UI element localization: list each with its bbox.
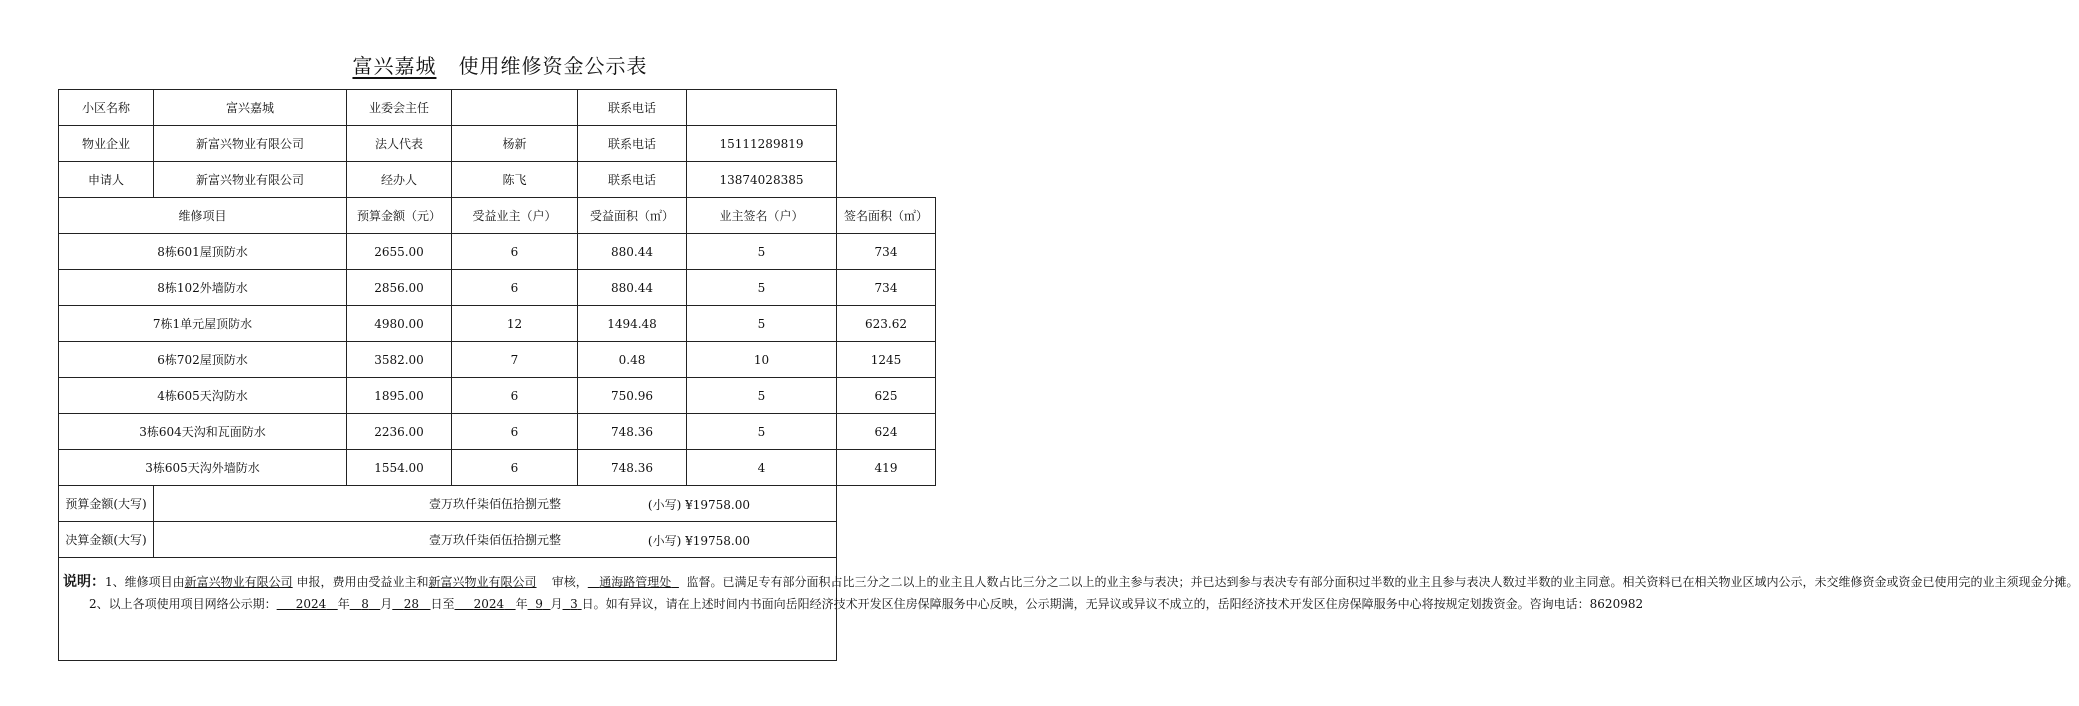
item-owners: 6 [452,414,578,450]
item-name: 7栋1单元屋顶防水 [59,306,347,342]
item-name: 6栋702屋顶防水 [59,342,347,378]
item-owners: 6 [452,234,578,270]
item-signed-area: 734 [837,234,936,270]
info-label: 申请人 [59,162,154,198]
notes-start-month: 8 [361,597,369,611]
item-owners: 6 [452,270,578,306]
notes-text: 1、维修项目由 [105,575,185,589]
notes-text: 如有异议，请在上述时间内书面向岳阳经济技术开发区住房保障服务中心反映，公示期满，无异议或异议不成立的，岳阳经济技术开发区住房保障服务中心将按规定划拨资金。咨询电话：8620982 [605,597,1644,611]
info-value: 15111289819 [687,126,837,162]
item-owners: 6 [452,450,578,486]
notes-company-2: 新富兴物业有限公司 [428,575,537,589]
notes-text: 日。 [581,597,606,611]
item-signed: 5 [687,270,837,306]
header-project: 维修项目 [59,198,347,234]
item-signed: 5 [687,414,837,450]
budget-total-upper: 壹万玖仟柒佰伍拾捌元整 [428,497,561,511]
item-budget: 4980.00 [347,306,452,342]
final-total-label: 决算金额(大写) [59,522,154,558]
item-area: 750.96 [578,378,687,414]
item-area: 748.36 [578,414,687,450]
header-owners: 受益业主（户） [452,198,578,234]
info-row [59,162,936,198]
info-value: 新富兴物业有限公司 [154,126,347,162]
item-budget: 3582.00 [347,342,452,378]
table-row [59,306,936,342]
table-row [59,342,936,378]
info-label: 联系电话 [578,162,687,198]
item-signed-area: 734 [837,270,936,306]
notes-text: 申报，费用由受益业主和 [296,575,429,589]
info-label: 小区名称 [59,90,154,126]
item-budget: 2856.00 [347,270,452,306]
info-value: 杨新 [452,126,578,162]
header-budget: 预算金额（元） [347,198,452,234]
notes-text: 月 [550,597,563,611]
info-value: 陈飞 [452,162,578,198]
notes-text: 2、以上各项使用项目网络公示期： [89,597,277,611]
title-community-name: 富兴嘉城 [352,54,437,78]
item-owners: 12 [452,306,578,342]
budget-total-small: (小写) ¥19758.00 [647,498,750,512]
item-name: 3栋604天沟和瓦面防水 [59,414,347,450]
item-signed-area: 625 [837,378,936,414]
table-row [59,450,936,486]
item-name: 3栋605天沟外墙防水 [59,450,347,486]
final-total-small: (小写) ¥19758.00 [647,534,750,548]
table-row [59,378,936,414]
info-label: 业委会主任 [347,90,452,126]
info-row [59,126,936,162]
notes-end-day: 3 [570,597,578,611]
table-row [59,270,936,306]
info-label: 法人代表 [347,126,452,162]
item-name: 4栋605天沟防水 [59,378,347,414]
info-value: 13874028385 [687,162,837,198]
table-row [59,234,936,270]
item-budget: 1895.00 [347,378,452,414]
item-signed-area: 624 [837,414,936,450]
item-signed-area: 419 [837,450,936,486]
item-signed-area: 623.62 [837,306,936,342]
notes-row [59,558,936,661]
final-total-upper: 壹万玖仟柒佰伍拾捌元整 [428,533,561,547]
item-area: 748.36 [578,450,687,486]
notes-start-year: 2024 [295,597,327,611]
notes [59,558,2079,612]
header-area: 受益面积（㎡） [578,198,687,234]
info-value: 新富兴物业有限公司 [154,162,347,198]
item-area: 1494.48 [578,306,687,342]
maintenance-fund-table [58,89,2079,661]
page-title [0,50,1000,79]
table-row [59,414,936,450]
item-signed: 4 [687,450,837,486]
title-suffix: 使用维修资金公示表 [458,54,648,78]
item-area: 0.48 [578,342,687,378]
notes-start-day: 28 [403,597,420,611]
item-budget: 2236.00 [347,414,452,450]
notes-label: 说明： [63,574,105,590]
items-header-row [59,198,936,234]
item-area: 880.44 [578,234,687,270]
info-label: 联系电话 [578,90,687,126]
item-owners: 7 [452,342,578,378]
info-value: 富兴嘉城 [154,90,347,126]
item-signed: 5 [687,378,837,414]
item-owners: 6 [452,378,578,414]
info-value [687,90,837,126]
notes-text: 月 [380,597,393,611]
header-signed-area: 签名面积（㎡） [837,198,936,234]
info-row [59,90,936,126]
final-total-row [59,522,936,558]
notes-paragraph-2 [63,596,1644,612]
notes-text: 年 [515,597,528,611]
notes-office-text: 通海路管理处 [599,575,672,589]
info-label: 物业企业 [59,126,154,162]
item-signed-area: 1245 [837,342,936,378]
budget-total-label: 预算金额(大写) [59,486,154,522]
info-value [452,90,578,126]
item-signed: 10 [687,342,837,378]
item-name: 8栋102外墙防水 [59,270,347,306]
item-budget: 2655.00 [347,234,452,270]
notes-text: 年 [337,597,350,611]
item-name: 8栋601屋顶防水 [59,234,347,270]
budget-total-row [59,486,936,522]
info-label: 联系电话 [578,126,687,162]
item-budget: 1554.00 [347,450,452,486]
notes-office [588,575,679,589]
header-signed: 业主签名（户） [687,198,837,234]
item-signed: 5 [687,306,837,342]
notes-end-year: 2024 [473,597,505,611]
item-signed: 5 [687,234,837,270]
notes-text: 日至 [430,597,455,611]
notes-end-month: 9 [535,597,543,611]
notes-text: 审核， [551,575,588,589]
notes-text: 监督。已满足专有部分面积占比三分之二以上的业主且人数占比三分之二以上的业主参与表决；并已达到参与表决专有部分面积过半数的业主且参与表决人数过半数的业主同意。相关资料已在相关物业区域内公示，未交维修资金或资金已使用完的业主须现金分摊。 [686,575,2079,589]
notes-company: 新富兴物业有限公司 [184,575,293,589]
item-area: 880.44 [578,270,687,306]
info-label: 经办人 [347,162,452,198]
